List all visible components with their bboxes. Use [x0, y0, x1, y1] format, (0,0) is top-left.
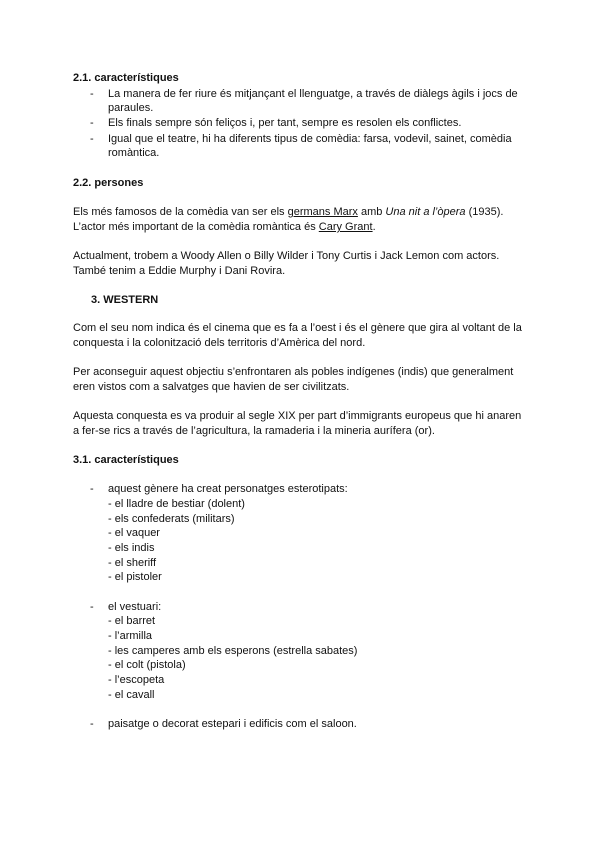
sub-item: - el cavall: [108, 689, 155, 701]
list-item: Igual que el teatre, hi ha diferents tipus de comèdia: farsa, vodevil, sainet, comèdia: [108, 133, 512, 145]
sub-item: - el pistoler: [108, 571, 162, 583]
text: amb: [357, 206, 386, 218]
paragraph-line: Aquesta conquesta es va produir al segle XIX per part d’immigrants europeus que hi anaren: [73, 410, 522, 422]
list-item: paisatge o decorat estepari i edificis com el saloon.: [108, 718, 357, 730]
list-item: Els finals sempre són feliços i, per tant, sempre es resolen els conflictes.: [108, 117, 462, 129]
text: .: [372, 221, 376, 233]
text: (1935).: [465, 206, 504, 218]
germans-marx-link[interactable]: germans Marx: [287, 206, 358, 218]
section-heading-3-1: 3.1. característiques: [73, 454, 179, 466]
list-item-cont: paraules.: [108, 102, 154, 114]
section-heading-2-2: 2.2. persones: [73, 177, 144, 189]
list-item-cont: romàntica.: [108, 147, 160, 159]
cary-grant-link[interactable]: Cary Grant: [318, 221, 373, 233]
section-heading-3: 3. WESTERN: [91, 294, 159, 306]
paragraph-line: [73, 205, 503, 219]
list-bullet: -: [90, 601, 94, 613]
paragraph-line: Actualment, trobem a Woody Allen o Billy Wilder i Tony Curtis i Jack Lemon com actors.: [73, 250, 500, 262]
sub-item: - el vaquer: [108, 527, 160, 539]
list-item: el vestuari:: [108, 601, 162, 613]
sub-item: - el colt (pistola): [108, 659, 186, 671]
paragraph-line: a fer-se rics a través de l’agricultura, la ramaderia i la mineria aurífera (or).: [73, 425, 435, 437]
list-bullet: -: [90, 483, 94, 495]
sub-item: - el barret: [108, 615, 156, 627]
sub-item: - el sheriff: [108, 557, 157, 569]
film-title: Una nit a l’òpera: [385, 206, 466, 218]
list-bullet: -: [90, 88, 94, 100]
sub-item: - les camperes amb els esperons (estrella sabates): [108, 645, 358, 657]
paragraph-line: Per aconseguir aquest objectiu s’enfrontaren als pobles indígenes (indis) que generalment: [73, 366, 514, 378]
list-item: aquest gènere ha creat personatges esterotipats:: [108, 483, 348, 495]
list-item: La manera de fer riure és mitjançant el llenguatge, a través de diàlegs àgils i jocs de: [108, 88, 518, 100]
sub-item: - el lladre de bestiar (dolent): [108, 498, 245, 510]
list-bullet: -: [90, 117, 94, 129]
sub-item: - l’escopeta: [108, 674, 165, 686]
paragraph-line: També tenim a Eddie Murphy i Dani Rovira.: [73, 265, 286, 277]
list-bullet: -: [90, 133, 94, 145]
text: Els més famosos de la comèdia van ser els: [73, 206, 288, 218]
paragraph-line: Com el seu nom indica és el cinema que es fa a l’oest i és el gènere que gira al voltant de la: [73, 322, 522, 334]
sub-item: - els indis: [108, 542, 155, 554]
text: L’actor més important de la comèdia romàntica és: [73, 221, 319, 233]
list-bullet: -: [90, 718, 94, 730]
paragraph-line: [73, 220, 376, 234]
sub-item: - els confederats (militars): [108, 513, 235, 525]
paragraph-line: eren vistos com a salvatges que havien de ser civilitzats.: [73, 381, 350, 393]
paragraph-line: conquesta i la colonització dels territoris d’Amèrica del nord.: [73, 337, 366, 349]
sub-item: - l’armilla: [108, 630, 152, 642]
section-heading-2-1: 2.1. característiques: [73, 72, 179, 84]
